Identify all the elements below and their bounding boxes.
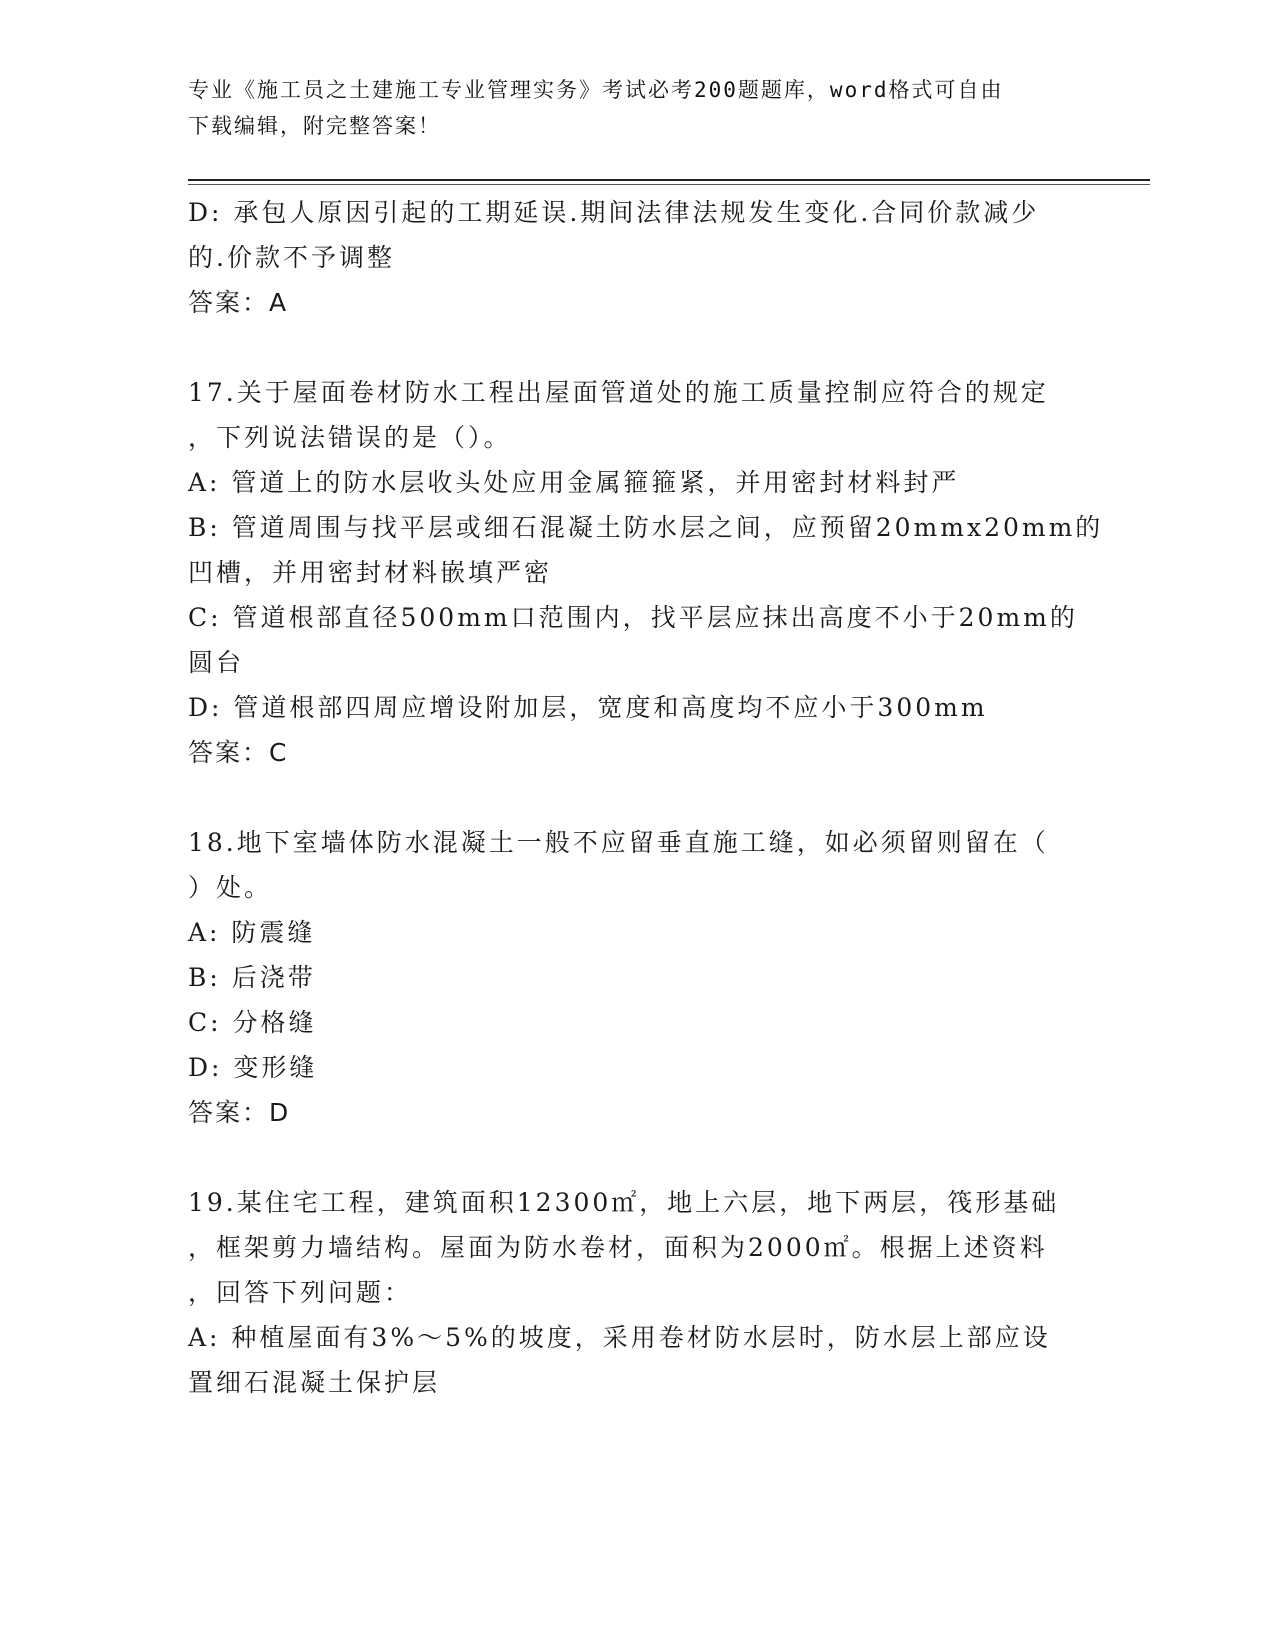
question-stem-line-2: ，下列说法错误的是（）。: [188, 423, 512, 452]
option-c: C: 分格缝: [188, 1008, 317, 1037]
option-d-line-2: 的.价款不予调整: [188, 243, 395, 272]
spacer: [188, 1135, 1088, 1180]
option-c-line-1: C: 管道根部直径500mm口范围内，找平层应抹出高度不小于20mm的: [188, 603, 1078, 632]
question-stem-line-2: ，框架剪力墙结构。屋面为防水卷材，面积为2000㎡。根据上述资料: [188, 1233, 1048, 1262]
header-title-line-1: 专业《施工员之土建施工专业管理实务》考试必考200题题库，word格式可自由: [188, 78, 1004, 102]
option-d: D: 变形缝: [188, 1053, 318, 1082]
question-stem-line-3: ，回答下列问题：: [188, 1278, 413, 1307]
question-19: [188, 1180, 1088, 1405]
option-c-line-2: 圆台: [188, 648, 245, 677]
spacer: [188, 325, 1088, 370]
header-title-line-2: 下载编辑，附完整答案！: [188, 114, 441, 138]
question-stem-line-1: 18.地下室墙体防水混凝土一般不应留垂直施工缝，如必须留则留在（: [188, 828, 1049, 857]
question-stem-line-2: ）处。: [188, 873, 273, 902]
option-d-line-1: D: 承包人原因引起的工期延误.期间法律法规发生变化.合同价款减少: [188, 198, 1040, 227]
option-a: A: 管道上的防水层收头处应用金属箍箍紧，并用密封材料封严: [188, 468, 960, 497]
spacer: [188, 775, 1088, 820]
question-18: [188, 820, 1088, 1135]
answer-label: 答案：D: [188, 1098, 291, 1127]
question-16-tail: [188, 190, 1088, 325]
question-17: [188, 370, 1104, 775]
answer-label: 答案：A: [188, 288, 289, 317]
option-d: D: 管道根部四周应增设附加层，宽度和高度均不应小于300mm: [188, 693, 988, 722]
option-b-line-2: 凹槽，并用密封材料嵌填严密: [188, 558, 553, 587]
header-divider-thin: [188, 184, 1150, 185]
question-stem-line-1: 17.关于屋面卷材防水工程出屋面管道处的施工质量控制应符合的规定: [188, 378, 1049, 407]
answer-label: 答案：C: [188, 738, 289, 767]
option-a: A: 防震缝: [188, 918, 316, 947]
document-body: [188, 190, 1104, 1405]
question-stem-line-1: 19.某住宅工程，建筑面积12300㎡，地上六层，地下两层，筏形基础: [188, 1188, 1060, 1217]
option-a-line-1: A: 种植屋面有3%～5%的坡度，采用卷材防水层时，防水层上部应设: [188, 1323, 1051, 1352]
document-header: [188, 72, 1068, 144]
option-b: B: 后浇带: [188, 963, 316, 992]
header-divider-thick: [188, 179, 1150, 181]
option-a-line-2: 置细石混凝土保护层: [188, 1368, 441, 1397]
option-b-line-1: B: 管道周围与找平层或细石混凝土防水层之间，应预留20mmx20mm的: [188, 513, 1104, 542]
